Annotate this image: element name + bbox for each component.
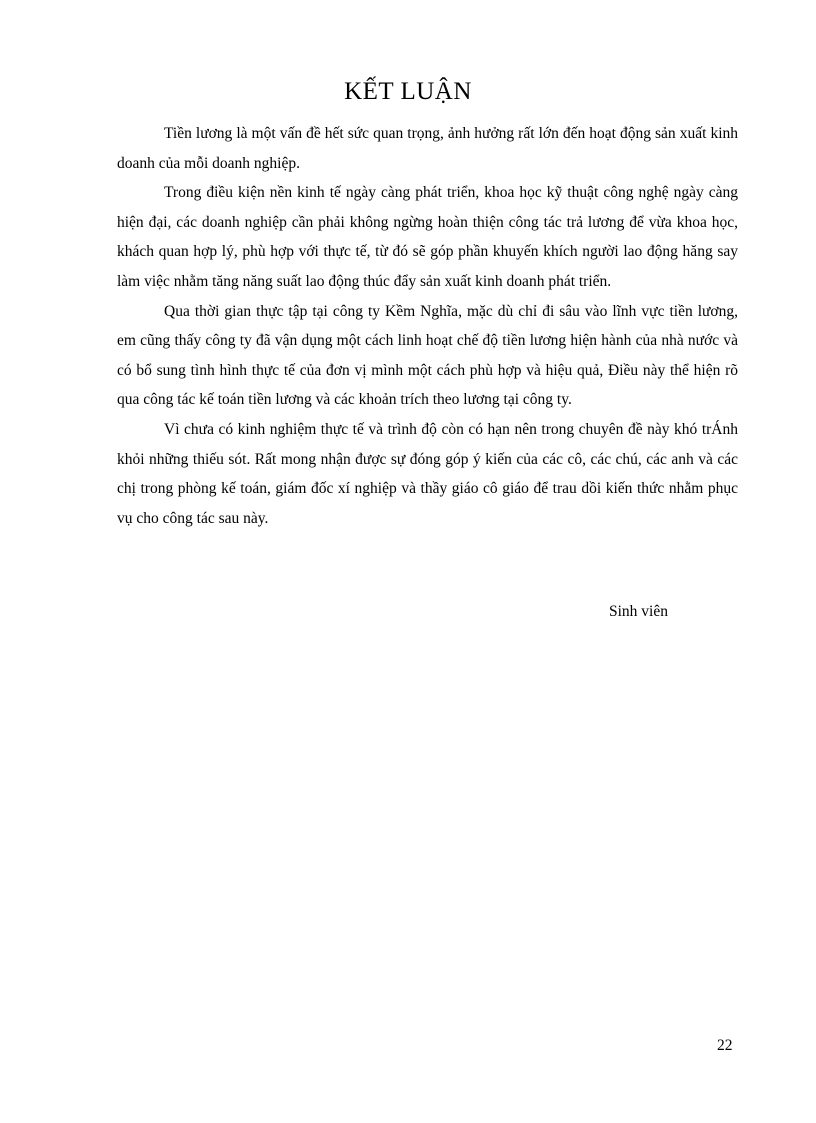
page-title: KẾT LUẬN (344, 78, 472, 105)
paragraph: Vì chưa có kinh nghiệm thực tế và trình độ còn có hạn nên trong chuyên đề này khó trÁnh khỏi những thiếu sót. Rất mong nhận được sự đóng góp ý kiến của các cô, các chú, các anh và các chị trong phòng kế toán, giám đốc xí nghiệp và thầy giáo cô giáo để trau dồi kiến thức nhằm phục vụ cho công tác sau này. (117, 420, 738, 527)
signature-label: Sinh viên (609, 603, 668, 620)
page-number: 22 (717, 1037, 733, 1054)
paragraph: Qua thời gian thực tập tại công ty Kềm Nghĩa, mặc dù chỉ đi sâu vào lĩnh vực tiền lương, em cũng thấy công ty đã vận dụng một cách linh hoạt chế độ tiền lương hiện hành của nhà nước và có bổ sung tình hình thực tế của đơn vị mình một cách phù hợp và hiệu quả, Điều này thể hiện rõ qua công tác kế toán tiền lương và các khoản trích theo lương tại công ty. (117, 302, 738, 409)
paragraph: Trong điều kiện nền kinh tế ngày càng phát triển, khoa học kỹ thuật công nghệ ngày càng hiện đại, các doanh nghiệp cần phải không ngừng hoàn thiện công tác trả lương để vừa khoa học, khách quan hợp lý, phù hợp với thực tế, từ đó sẽ góp phần khuyến khích người lao động hăng say làm việc nhằm tăng năng suất lao động thúc đẩy sản xuất kinh doanh phát triển. (117, 184, 738, 290)
paragraph: Tiền lương là một vấn đề hết sức quan trọng, ảnh hưởng rất lớn đến hoạt động sản xuất kinh doanh của mỗi doanh nghiệp. (117, 125, 738, 172)
body-text (117, 119, 738, 533)
